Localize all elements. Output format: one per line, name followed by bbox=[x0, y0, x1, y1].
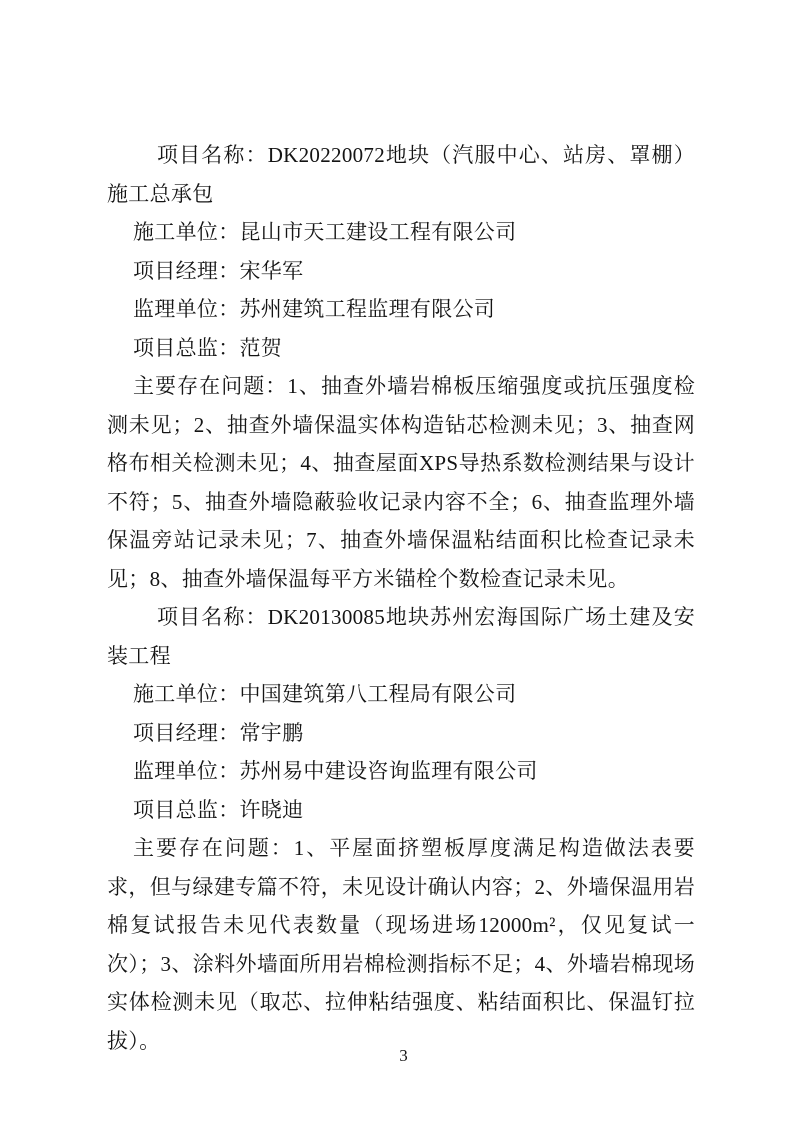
project-manager-value: 常宇鹏 bbox=[239, 720, 304, 745]
project-name-label: 项目名称： bbox=[157, 605, 268, 629]
chief-supervisor-paragraph bbox=[107, 329, 695, 368]
project-manager-label: 项目经理： bbox=[133, 258, 240, 283]
issues-label: 主要存在问题： bbox=[133, 836, 294, 860]
project-name-value: DK20130085地块苏州宏海国际广场土建及安装工程 bbox=[107, 605, 695, 668]
issues-label: 主要存在问题： bbox=[133, 374, 288, 398]
project-manager-paragraph bbox=[107, 252, 695, 291]
chief-supervisor-paragraph bbox=[107, 791, 695, 830]
chief-supervisor-label: 项目总监： bbox=[133, 335, 240, 360]
contractor-value: 中国建筑第八工程局有限公司 bbox=[239, 682, 517, 706]
supervision-unit-label: 监理单位： bbox=[133, 297, 240, 321]
project-manager-paragraph bbox=[107, 714, 695, 753]
chief-supervisor-value: 许晓迪 bbox=[239, 797, 304, 822]
page-footer bbox=[0, 1046, 793, 1066]
project-section-1 bbox=[107, 136, 695, 598]
chief-supervisor-label: 项目总监： bbox=[133, 797, 240, 822]
supervision-unit-value: 苏州建筑工程监理有限公司 bbox=[239, 297, 496, 321]
project-name-paragraph bbox=[107, 136, 695, 213]
supervision-unit-paragraph bbox=[107, 752, 695, 791]
project-name-paragraph bbox=[107, 598, 695, 675]
issues-paragraph bbox=[107, 829, 695, 1060]
project-section-2 bbox=[107, 598, 695, 1060]
page-content bbox=[107, 136, 695, 1060]
project-name-value: DK20220072地块（汽服中心、站房、罩棚）施工总承包 bbox=[107, 143, 695, 206]
page-number: 3 bbox=[399, 1046, 408, 1065]
supervision-unit-label: 监理单位： bbox=[133, 759, 240, 783]
project-manager-label: 项目经理： bbox=[133, 720, 240, 745]
contractor-paragraph bbox=[107, 213, 695, 252]
supervision-unit-value: 苏州易中建设咨询监理有限公司 bbox=[239, 759, 538, 783]
chief-supervisor-value: 范贺 bbox=[239, 335, 283, 360]
issues-paragraph bbox=[107, 367, 695, 598]
project-name-label: 项目名称： bbox=[157, 143, 268, 167]
contractor-value: 昆山市天工建设工程有限公司 bbox=[239, 220, 517, 244]
issues-value: 1、平屋面挤塑板厚度满足构造做法表要求，但与绿建专篇不符，未见设计确认内容；2、外墙保温用岩棉复试报告未见代表数量（现场进场12000m²，仅见复试一次）；3、涂料外墙面所用岩棉检测指标不足；4、外墙岩棉现场实体检测未见（取芯、拉伸粘结强度、粘结面积比、保温钉拉拔）。 bbox=[107, 836, 695, 1053]
supervision-unit-paragraph bbox=[107, 290, 695, 329]
project-manager-value: 宋华军 bbox=[239, 258, 304, 283]
contractor-label: 施工单位： bbox=[133, 220, 240, 244]
issues-value: 1、抽查外墙岩棉板压缩强度或抗压强度检测未见；2、抽查外墙保温实体构造钻芯检测未见；3、抽查网格布相关检测未见；4、抽查屋面XPS导热系数检测结果与设计不符；5、抽查外墙隐蔽验收记录内容不全；6、抽查监理外墙保温旁站记录未见；7、抽查外墙保温粘结面积比检查记录未见；8、抽查外墙保温每平方米锚栓个数检查记录未见。 bbox=[107, 374, 695, 591]
contractor-paragraph bbox=[107, 675, 695, 714]
contractor-label: 施工单位： bbox=[133, 682, 240, 706]
